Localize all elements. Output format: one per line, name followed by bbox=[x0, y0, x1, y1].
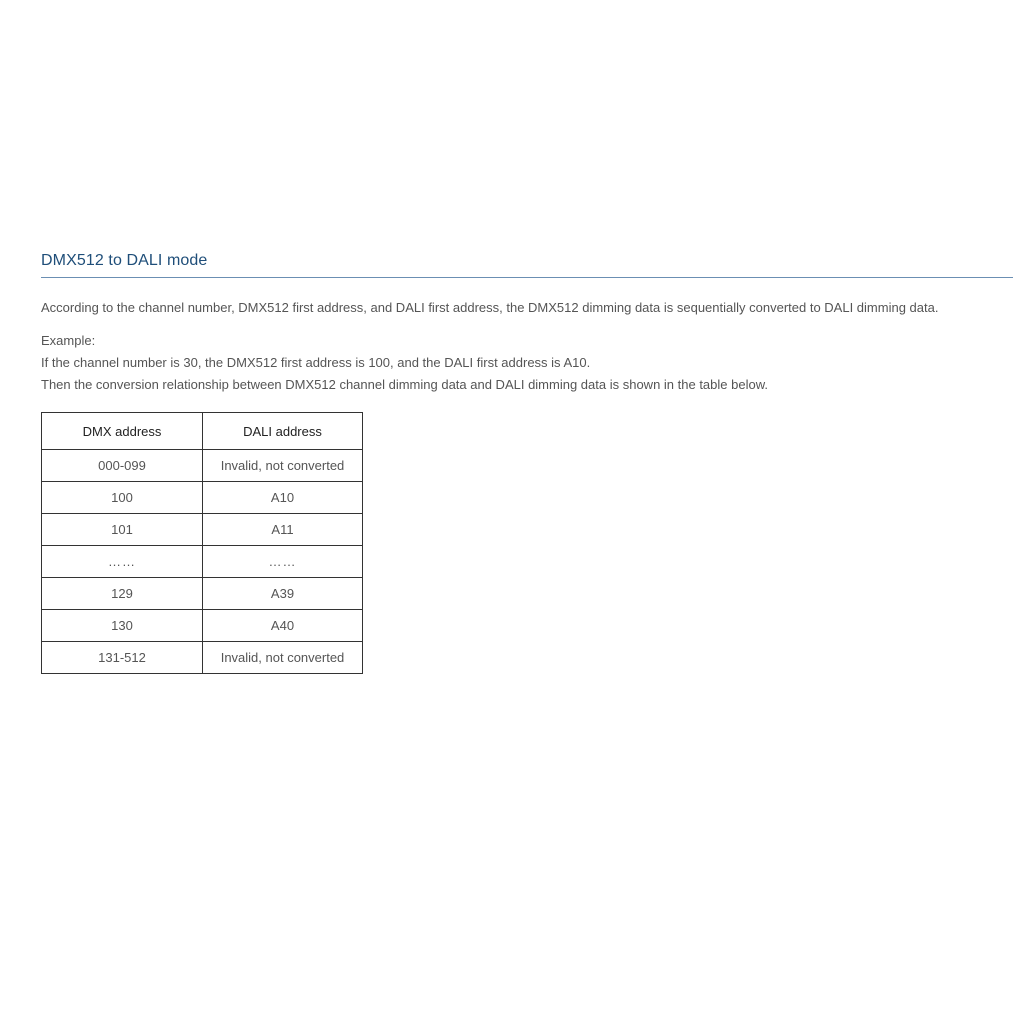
intro-paragraph: According to the channel number, DMX512 first address, and DALI first address, the DMX512 dimming data is sequentially converted to DALI dimming data. bbox=[41, 300, 939, 315]
table-header-row bbox=[42, 413, 363, 450]
dali-address-cell: Invalid, not converted bbox=[203, 642, 363, 674]
dali-address-cell: A39 bbox=[203, 578, 363, 610]
dali-address-cell: Invalid, not converted bbox=[203, 450, 363, 482]
table-row bbox=[42, 546, 363, 578]
dmx-address-cell: 131-512 bbox=[42, 642, 203, 674]
dali-address-cell: …… bbox=[203, 546, 363, 578]
table-row bbox=[42, 642, 363, 674]
example-line-2: Then the conversion relationship between DMX512 channel dimming data and DALI dimming data is shown in the table below. bbox=[41, 377, 768, 392]
table-row bbox=[42, 578, 363, 610]
dali-address-cell: A40 bbox=[203, 610, 363, 642]
dali-address-cell: A11 bbox=[203, 514, 363, 546]
dmx-address-cell: …… bbox=[42, 546, 203, 578]
table-row bbox=[42, 514, 363, 546]
dmx-address-cell: 000-099 bbox=[42, 450, 203, 482]
dmx-address-cell: 130 bbox=[42, 610, 203, 642]
header-dali-address: DALI address bbox=[203, 413, 363, 450]
dmx-address-cell: 100 bbox=[42, 482, 203, 514]
example-label: Example: bbox=[41, 333, 96, 348]
dmx-address-cell: 101 bbox=[42, 514, 203, 546]
section-title: DMX512 to DALI mode bbox=[41, 252, 208, 269]
table-row bbox=[42, 482, 363, 514]
table-row bbox=[42, 610, 363, 642]
example-line-1: If the channel number is 30, the DMX512 first address is 100, and the DALI first address is A10. bbox=[41, 355, 591, 370]
header-dmx-address: DMX address bbox=[42, 413, 203, 450]
address-mapping-table bbox=[41, 412, 363, 674]
dmx-address-cell: 129 bbox=[42, 578, 203, 610]
table-row bbox=[42, 450, 363, 482]
title-divider bbox=[41, 277, 1013, 278]
dali-address-cell: A10 bbox=[203, 482, 363, 514]
